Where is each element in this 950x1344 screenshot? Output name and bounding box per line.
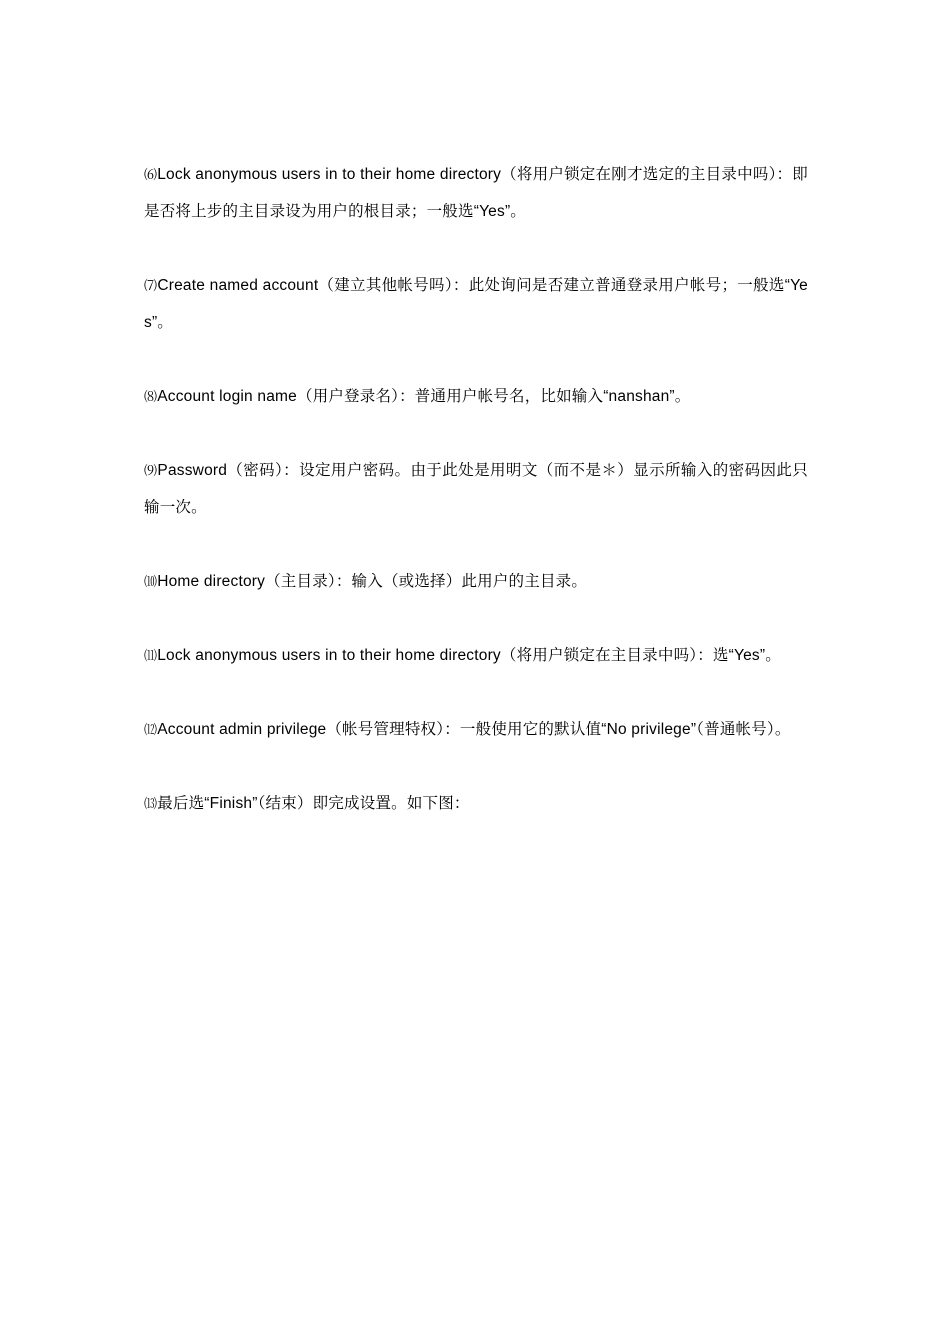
paragraph-text: Lock anonymous users in to their home directory（将用户锁定在主目录中吗）：选“Yes”。 [157,647,781,664]
paragraph-number: ⑾ [144,648,158,663]
document-body [144,156,808,859]
paragraph-8 [144,378,808,415]
paragraph-text: Account login name（用户登录名）：普通用户帐号名，比如输入“nanshan”。 [157,388,691,405]
paragraph-number: ⑹ [144,167,158,182]
paragraph-number: ⑼ [144,463,158,478]
paragraph-11 [144,637,808,674]
paragraph-text: Create named account（建立其他帐号吗）：此处询问是否建立普通登录用户帐号；一般选“Yes”。 [144,277,808,331]
paragraph-number: ⑻ [144,389,158,404]
paragraph-number: ⑿ [144,722,158,737]
paragraph-text: Home directory（主目录）：输入（或选择）此用户的主目录。 [157,573,588,590]
paragraph-9 [144,452,808,526]
paragraph-7 [144,267,808,341]
paragraph-text: Account admin privilege（帐号管理特权）：一般使用它的默认值“No privilege”（普通帐号）。 [157,721,791,738]
paragraph-text: Lock anonymous users in to their home directory（将用户锁定在刚才选定的主目录中吗）：即是否将上步的主目录设为用户的根目录；一般选“Yes”。 [144,166,808,220]
paragraph-10 [144,563,808,600]
paragraph-number: ⑺ [144,278,158,293]
paragraph-text: 最后选“Finish”（结束）即完成设置。如下图： [157,795,470,812]
paragraph-13 [144,785,808,822]
paragraph-number: ⑽ [144,574,158,589]
paragraph-number: ⒀ [144,796,158,811]
paragraph-6 [144,156,808,230]
paragraph-12 [144,711,808,748]
paragraph-text: Password（密码）：设定用户密码。由于此处是用明文（而不是＊）显示所输入的密码因此只输一次。 [144,462,809,516]
